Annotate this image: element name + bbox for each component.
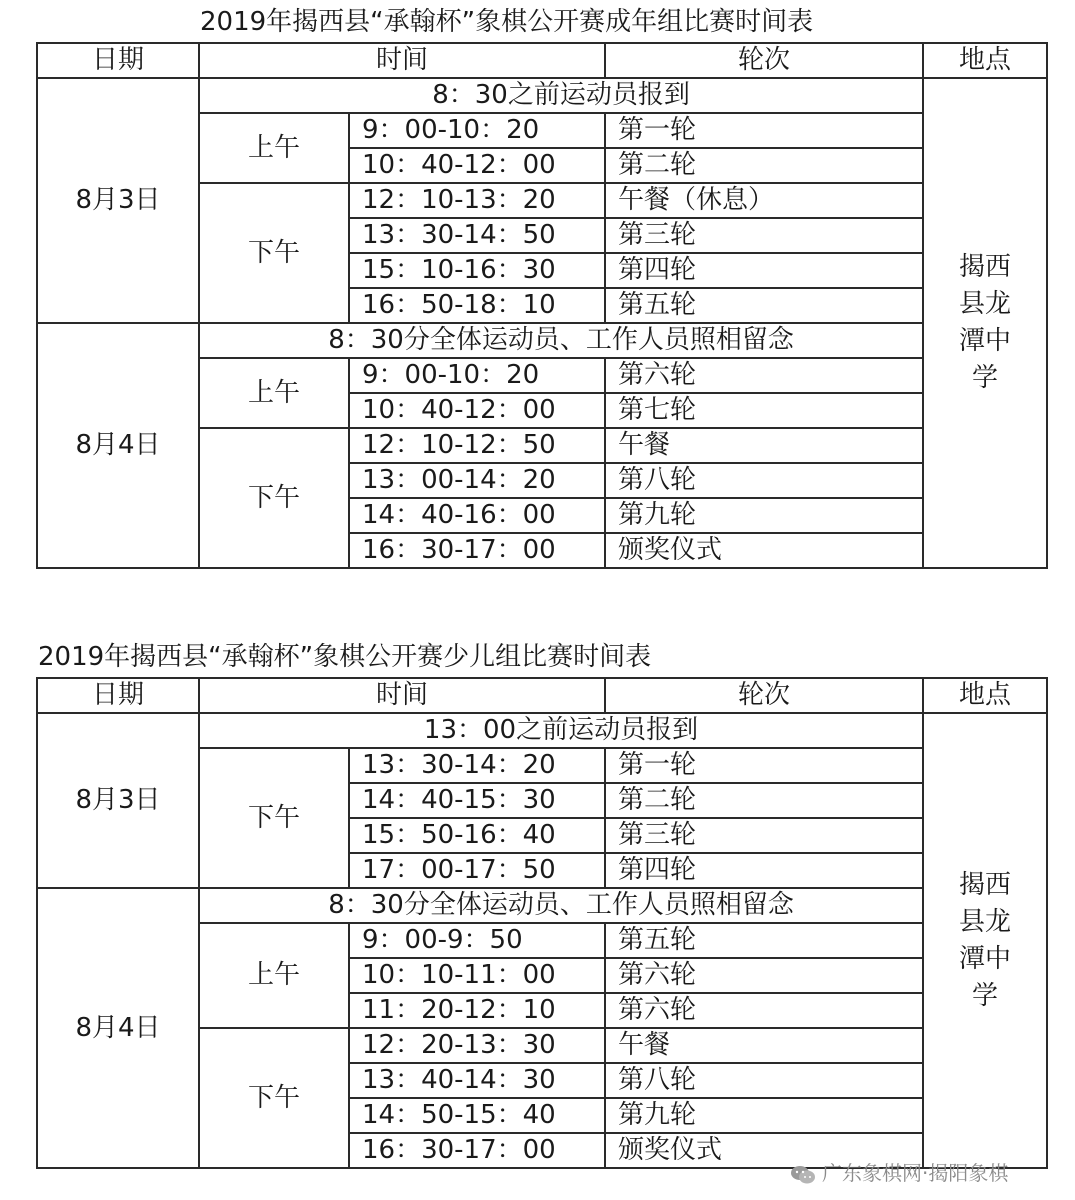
adult-schedule-title: 2019年揭西县“承翰杯”象棋公开赛成年组比赛时间表 <box>200 7 814 37</box>
period-cell: 下午 <box>199 1028 349 1168</box>
time-cell: 12：10-13：20 <box>349 183 605 218</box>
time-cell: 10：10-11：00 <box>349 958 605 993</box>
time-cell: 9：00-10：20 <box>349 358 605 393</box>
junior-schedule-table <box>36 677 1048 1169</box>
time-cell: 14：40-15：30 <box>349 783 605 818</box>
period-cell: 下午 <box>199 428 349 568</box>
time-cell: 16：50-18：10 <box>349 288 605 323</box>
time-cell: 13：30-14：20 <box>349 748 605 783</box>
round-cell: 第九轮 <box>605 1098 923 1133</box>
date-cell: 8月3日 <box>37 713 199 888</box>
header-date: 日期 <box>37 678 199 713</box>
round-cell: 第七轮 <box>605 393 923 428</box>
time-cell: 16：30-17：00 <box>349 1133 605 1168</box>
time-cell: 13：00-14：20 <box>349 463 605 498</box>
period-cell: 上午 <box>199 923 349 1028</box>
round-cell: 第二轮 <box>605 148 923 183</box>
round-cell: 第一轮 <box>605 113 923 148</box>
time-cell: 13：30-14：50 <box>349 218 605 253</box>
header-place: 地点 <box>923 678 1047 713</box>
round-cell: 午餐 <box>605 1028 923 1063</box>
time-cell: 9：00-9：50 <box>349 923 605 958</box>
time-cell: 9：00-10：20 <box>349 113 605 148</box>
table-header-row <box>37 43 1047 78</box>
place-text: 揭西县龙潭中学 <box>959 869 1012 1011</box>
round-cell: 第六轮 <box>605 958 923 993</box>
table-row <box>37 78 1047 113</box>
round-cell: 第六轮 <box>605 993 923 1028</box>
date-cell: 8月3日 <box>37 78 199 323</box>
header-time: 时间 <box>199 678 605 713</box>
time-cell: 16：30-17：00 <box>349 533 605 568</box>
notice-cell: 13：00之前运动员报到 <box>199 713 923 748</box>
round-cell: 午餐（休息） <box>605 183 923 218</box>
round-cell: 第四轮 <box>605 853 923 888</box>
round-cell: 第三轮 <box>605 218 923 253</box>
round-cell: 颁奖仪式 <box>605 533 923 568</box>
junior-schedule-title: 2019年揭西县“承翰杯”象棋公开赛少儿组比赛时间表 <box>38 642 652 672</box>
time-cell: 15：50-16：40 <box>349 818 605 853</box>
time-cell: 13：40-14：30 <box>349 1063 605 1098</box>
header-time: 时间 <box>199 43 605 78</box>
table-header-row <box>37 678 1047 713</box>
period-cell: 上午 <box>199 358 349 428</box>
time-cell: 15：10-16：30 <box>349 253 605 288</box>
round-cell: 第三轮 <box>605 818 923 853</box>
period-cell: 下午 <box>199 183 349 323</box>
watermark-text: 广东象棋网·揭阳象棋 <box>822 1161 1009 1185</box>
table-row <box>37 713 1047 748</box>
time-cell: 11：20-12：10 <box>349 993 605 1028</box>
round-cell: 第五轮 <box>605 288 923 323</box>
time-cell: 12：10-12：50 <box>349 428 605 463</box>
place-text: 揭西县龙潭中学 <box>959 252 1012 393</box>
time-cell: 14：40-16：00 <box>349 498 605 533</box>
table-row <box>37 323 1047 358</box>
period-cell: 下午 <box>199 748 349 888</box>
round-cell: 第八轮 <box>605 463 923 498</box>
notice-cell: 8：30之前运动员报到 <box>199 78 923 113</box>
time-cell: 17：00-17：50 <box>349 853 605 888</box>
time-cell: 14：50-15：40 <box>349 1098 605 1133</box>
date-cell: 8月4日 <box>37 323 199 568</box>
watermark <box>790 1156 1008 1190</box>
header-round: 轮次 <box>605 43 923 78</box>
header-place: 地点 <box>923 43 1047 78</box>
round-cell: 第一轮 <box>605 748 923 783</box>
round-cell: 第四轮 <box>605 253 923 288</box>
period-cell: 上午 <box>199 113 349 183</box>
header-date: 日期 <box>37 43 199 78</box>
round-cell: 第二轮 <box>605 783 923 818</box>
round-cell: 午餐 <box>605 428 923 463</box>
round-cell: 第六轮 <box>605 358 923 393</box>
time-cell: 10：40-12：00 <box>349 148 605 183</box>
header-round: 轮次 <box>605 678 923 713</box>
round-cell: 颁奖仪式 <box>605 1133 923 1168</box>
time-cell: 12：20-13：30 <box>349 1028 605 1063</box>
wechat-icon <box>790 1165 816 1185</box>
time-cell: 10：40-12：00 <box>349 393 605 428</box>
round-cell: 第九轮 <box>605 498 923 533</box>
table-row <box>37 888 1047 923</box>
adult-schedule-table <box>36 42 1048 569</box>
place-cell <box>923 713 1047 1168</box>
notice-cell: 8：30分全体运动员、工作人员照相留念 <box>199 323 923 358</box>
round-cell: 第五轮 <box>605 923 923 958</box>
place-cell <box>923 78 1047 568</box>
notice-cell: 8：30分全体运动员、工作人员照相留念 <box>199 888 923 923</box>
date-cell: 8月4日 <box>37 888 199 1168</box>
round-cell: 第八轮 <box>605 1063 923 1098</box>
